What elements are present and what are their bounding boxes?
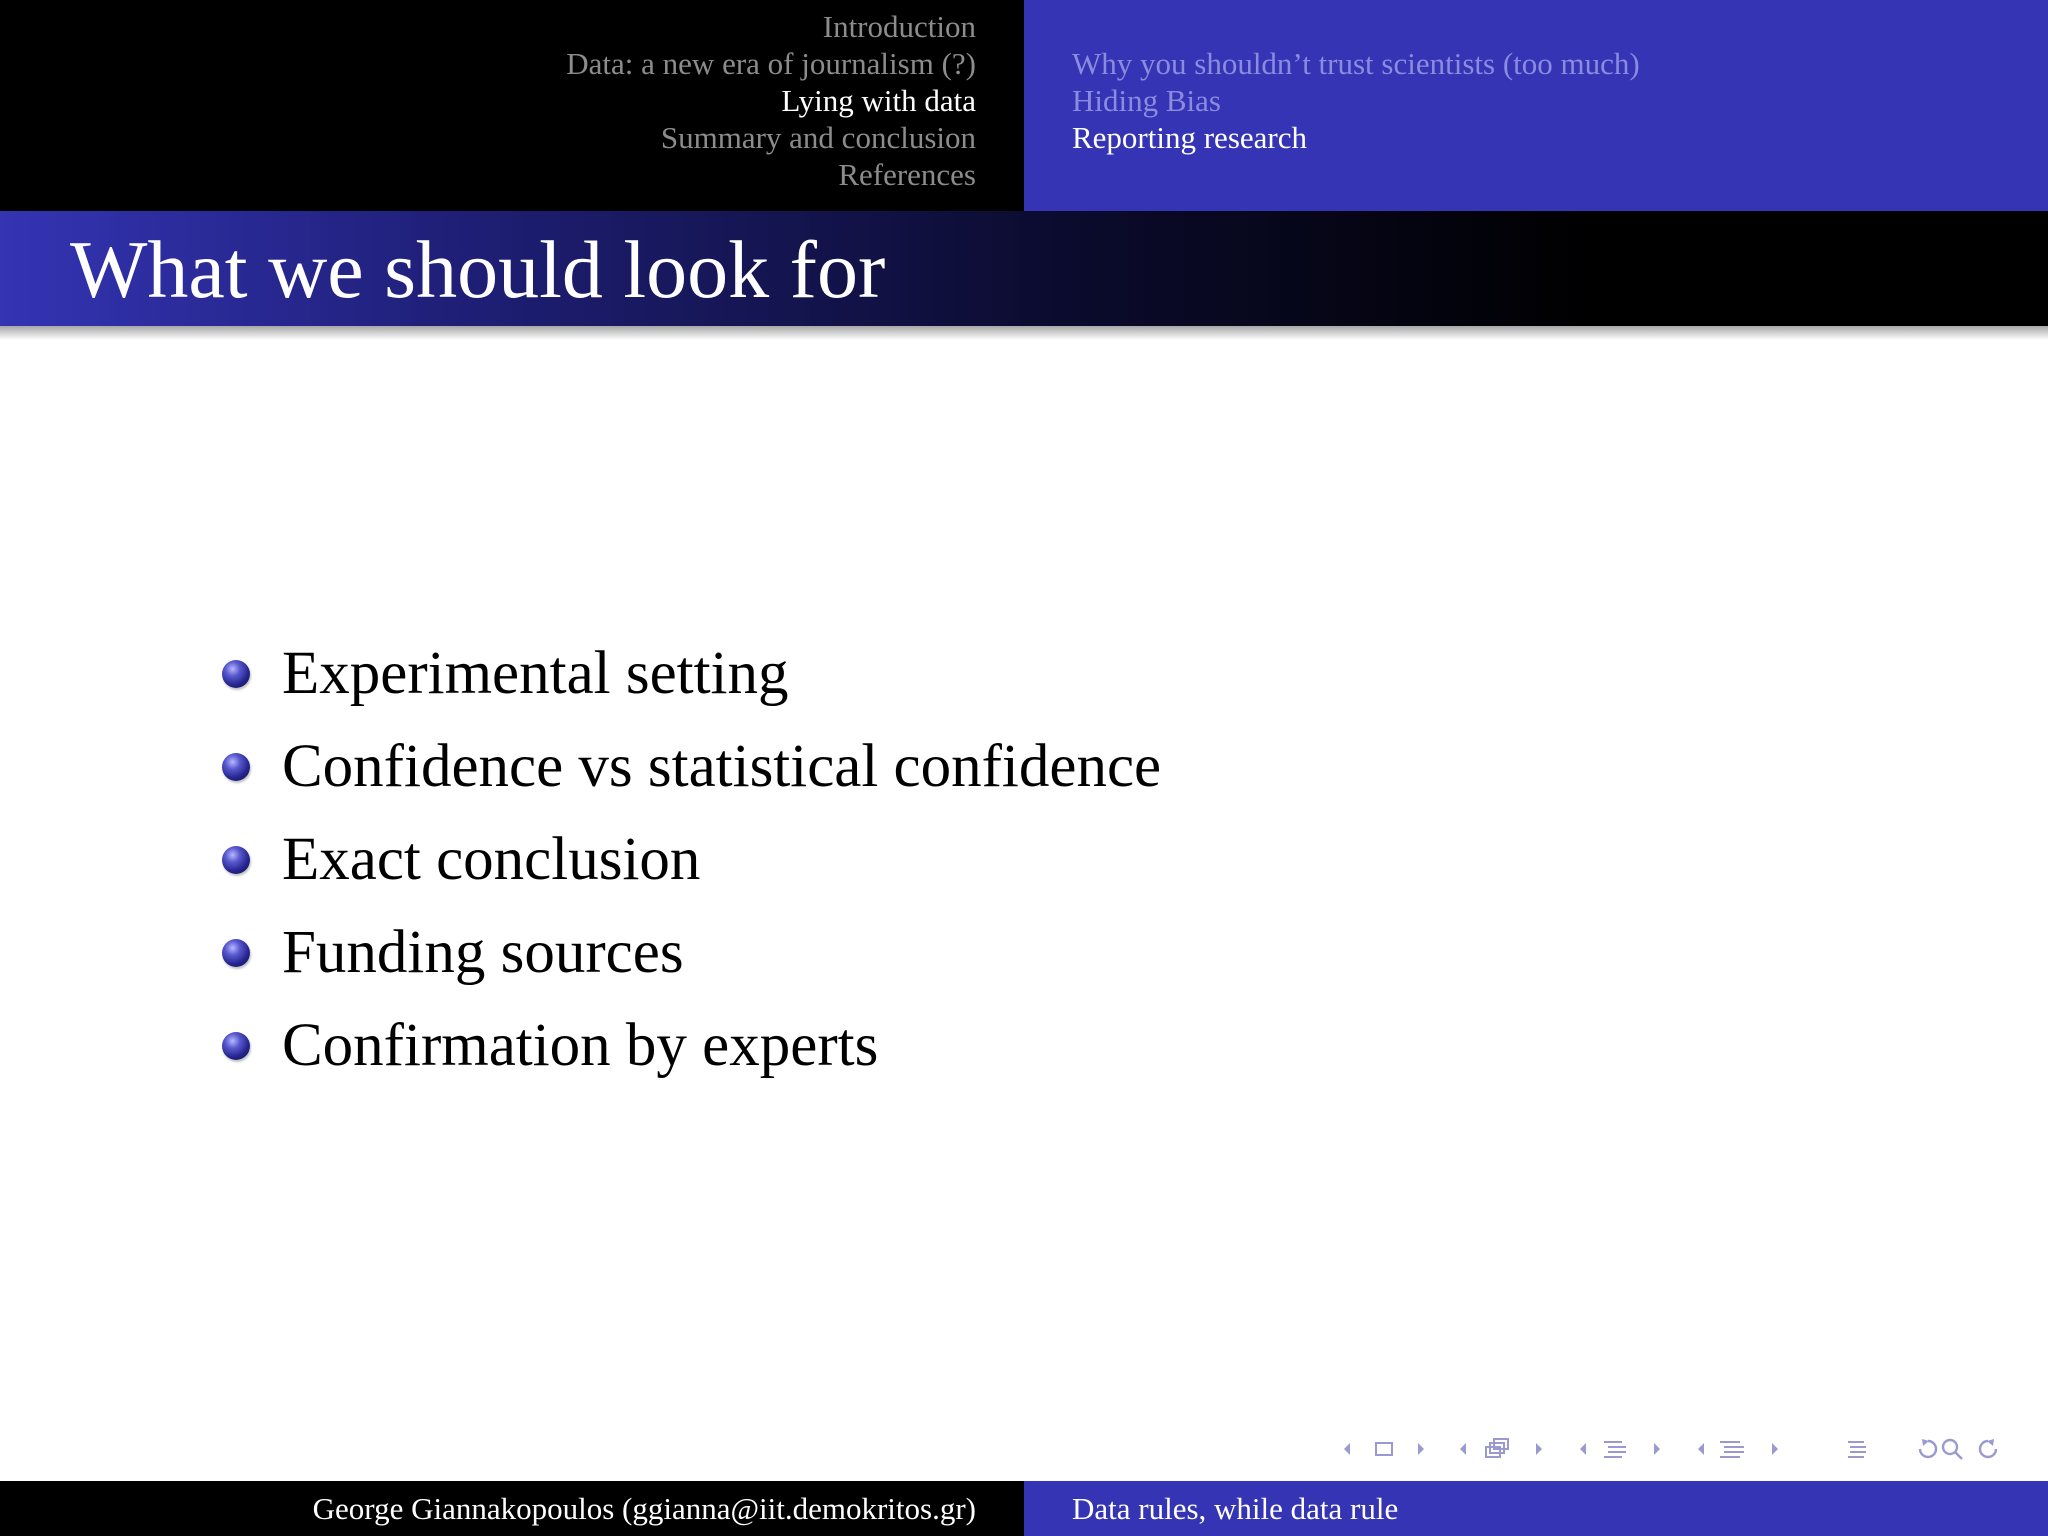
bullet-ball-icon [222,939,250,967]
document-nav-icon[interactable] [1848,1442,1866,1457]
navigation-symbols-svg [1336,1436,2036,1462]
bullet-text: Confirmation by experts [282,1011,879,1079]
bullet-item [222,999,1161,1092]
subsection-link-trust-scientists[interactable]: Why you shouldn’t trust scientists (too much) [1072,46,1640,81]
bullet-item [222,720,1161,813]
bullet-text: Confidence vs statistical confidence [282,732,1162,800]
title-bar-shadow [0,326,2048,340]
header-sections-panel [0,0,1024,211]
frame-nav-icon[interactable] [1460,1439,1542,1457]
section-nav-icon[interactable] [1698,1442,1778,1457]
section-link-lying-with-data[interactable]: Lying with data [781,83,976,118]
bullet-ball-icon [222,660,250,688]
footer-title-panel [1024,1481,2048,1536]
bullet-ball-icon [222,1032,250,1060]
bullet-list [222,627,1161,1092]
header-subsections-panel [1024,0,2048,211]
footer-author-panel [0,1481,1024,1536]
section-link-data-new-era[interactable]: Data: a new era of journalism (?) [566,46,976,81]
bullet-text: Funding sources [282,918,684,986]
subsection-link-hiding-bias[interactable]: Hiding Bias [1072,83,1221,118]
navigation-symbols [1336,1436,2036,1462]
forward-icon[interactable] [1980,1439,1996,1457]
bullet-text: Exact conclusion [282,825,701,893]
bullet-item [222,813,1161,906]
section-link-references[interactable]: References [838,157,976,192]
slide-nav-icon[interactable] [1344,1443,1424,1455]
section-link-introduction[interactable]: Introduction [822,9,976,44]
bullet-ball-icon [222,846,250,874]
subsection-nav-icon[interactable] [1580,1442,1660,1457]
subsection-list [1072,45,1640,156]
bullet-item [222,906,1161,999]
bullet-item [222,627,1161,720]
bullet-text: Experimental setting [282,639,789,707]
footer-talk-title: Data rules, while data rule [1072,1491,1399,1526]
back-icon[interactable] [1920,1439,1936,1457]
section-link-summary[interactable]: Summary and conclusion [660,120,976,155]
subsection-link-reporting-research[interactable]: Reporting research [1072,120,1307,155]
bullet-ball-icon [222,753,250,781]
search-icon[interactable] [1943,1440,1962,1459]
section-list [566,8,976,193]
footer-author: George Giannakopoulos (ggianna@iit.demokritos.gr) [312,1491,976,1526]
frame-title: What we should look for [70,224,886,315]
